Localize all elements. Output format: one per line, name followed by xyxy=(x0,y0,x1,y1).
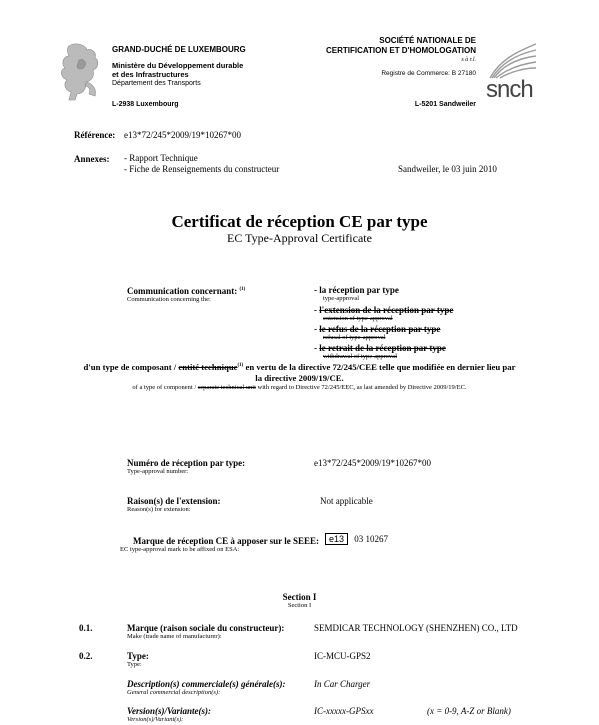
item-num: 0.2. xyxy=(79,651,93,661)
extension-reason-label: Raison(s) de l'extension: xyxy=(127,496,221,506)
type-statement-strike: entité technique xyxy=(178,362,238,372)
reference-label: Référence: xyxy=(74,130,116,140)
section-title: Section I xyxy=(282,592,317,602)
lion-emblem-icon xyxy=(55,42,107,104)
option-withdrawal-en: withdrawal of type-approval xyxy=(323,353,398,360)
reference-value: e13*72/245*2009/19*10267*00 xyxy=(124,130,241,140)
type-statement-b: en vertu de la directive 72/245/CEE telle que modifiée en dernier lieu par xyxy=(243,362,516,372)
option-refusal-dash: - xyxy=(314,324,320,334)
communication-label xyxy=(127,286,245,296)
type-statement-en xyxy=(0,384,599,391)
communication-footnote-mark: (1) xyxy=(239,287,246,292)
esa-mark-label: Marque de réception CE à apposer sur le SEEE: xyxy=(133,536,320,546)
option-extension xyxy=(314,305,453,315)
header-ministry-line2: et des Infrastructures xyxy=(112,70,189,79)
esa-mark-box: e13 xyxy=(325,533,348,545)
snch-logo-text: snch xyxy=(486,76,533,103)
certificate-title: Certificat de réception CE par type xyxy=(171,212,428,231)
header-society-line2: CERTIFICATION ET D'HOMOLOGATION xyxy=(325,46,476,55)
snch-logo xyxy=(486,40,540,106)
approval-number-value: e13*72/245*2009/19*10267*00 xyxy=(314,458,431,468)
option-refusal-en: refusal of type-approval xyxy=(323,334,386,341)
option-extension-dash: - xyxy=(314,305,320,315)
option-withdrawal-text: le retrait de la réception par type xyxy=(319,343,446,353)
item-type-label: Type: xyxy=(127,651,149,661)
esa-mark xyxy=(325,534,388,544)
annexes-label: Annexes: xyxy=(74,154,110,164)
snch-logo-graphic-icon xyxy=(486,40,540,80)
header-department: Département des Transports xyxy=(112,80,201,87)
type-statement-fr-line2: la directive 2009/19/CE. xyxy=(255,373,344,383)
esa-mark-label-en: EC type-approval mark to be affixed on ESA: xyxy=(120,546,240,553)
item-num: 0.1. xyxy=(79,623,93,633)
header-left-address: L-2938 Luxembourg xyxy=(112,101,179,108)
option-withdrawal xyxy=(314,343,446,353)
option-extension-text: l'extension de la réception par type xyxy=(319,305,454,315)
option-refusal xyxy=(314,324,440,334)
item-type-value: IC-MCU-GPS2 xyxy=(314,651,371,661)
esa-mark-value: 03 10267 xyxy=(354,534,389,544)
extension-reason-label-en: Reason(s) for extension: xyxy=(127,506,191,513)
annexes-item-2: - Fiche de Renseignements du constructeur xyxy=(124,164,280,174)
item-version-label: Version(s)/Variante(s): xyxy=(127,706,212,716)
type-statement-a: d'un type de composant / xyxy=(83,362,179,372)
item-make-value: SEMDICAR TECHNOLOGY (SHENZHEN) CO., LTD xyxy=(314,623,518,633)
item-make-label: Marque (raison sociale du constructeur): xyxy=(127,623,285,633)
header-country: GRAND-DUCHÉ DE LUXEMBOURG xyxy=(112,45,246,54)
item-description-label-en: General commercial description(s): xyxy=(127,689,221,696)
header-society-suffix: s à r.l. xyxy=(461,57,476,63)
type-statement-footnote: (1) xyxy=(237,363,244,369)
item-type-label-en: Type: xyxy=(127,661,142,668)
approval-number-label: Numéro de réception par type: xyxy=(127,458,246,468)
type-statement-en-b: with regard to Directive 72/245/EEC, as last amended by Directive 2009/19/EC. xyxy=(255,384,467,391)
option-refusal-text: le refus de la réception par type xyxy=(319,324,441,334)
annexes-item-1: - Rapport Technique xyxy=(124,153,198,163)
option-withdrawal-dash: - xyxy=(314,343,320,353)
header-registry: Registre de Commerce: B 27180 xyxy=(381,70,476,77)
extension-reason-value: Not applicable xyxy=(320,496,373,506)
header-right-address: L-5201 Sandweiler xyxy=(414,101,476,108)
certificate-subtitle: EC Type-Approval Certificate xyxy=(227,231,372,245)
place-date: Sandweiler, le 03 juin 2010 xyxy=(398,164,497,174)
type-statement-en-a: of a type of component / xyxy=(132,384,198,391)
option-type-approval-en: type-approval xyxy=(323,295,360,302)
item-make-label-en: Make (trade name of manufacturer): xyxy=(127,633,222,640)
item-version-note: (x = 0-9, A-Z or Blank) xyxy=(427,706,511,716)
item-version-label-en: Version(s)/Variant(s): xyxy=(127,716,184,723)
type-statement-en-strike: separate technical unit xyxy=(197,384,256,391)
option-type-approval: - la réception par type xyxy=(314,285,399,295)
communication-label-text: Communication concernant: xyxy=(127,286,238,296)
option-extension-en: extension of type-approval xyxy=(323,315,393,322)
header-society-line1: SOCIÉTÉ NATIONALE DE xyxy=(379,36,476,45)
communication-label-en: Communication concerning the: xyxy=(127,296,211,303)
type-statement-fr xyxy=(0,362,599,372)
item-version-value: IC-xxxxx-GPSxx xyxy=(314,706,374,716)
item-description-value: In Car Charger xyxy=(314,679,371,689)
section-subtitle: Section I xyxy=(287,602,312,609)
approval-number-label-en: Type-approval number: xyxy=(127,468,189,475)
item-description-label: Description(s) commerciale(s) générale(s): xyxy=(127,679,286,689)
header-ministry-line1: Ministère du Développement durable xyxy=(112,61,244,70)
